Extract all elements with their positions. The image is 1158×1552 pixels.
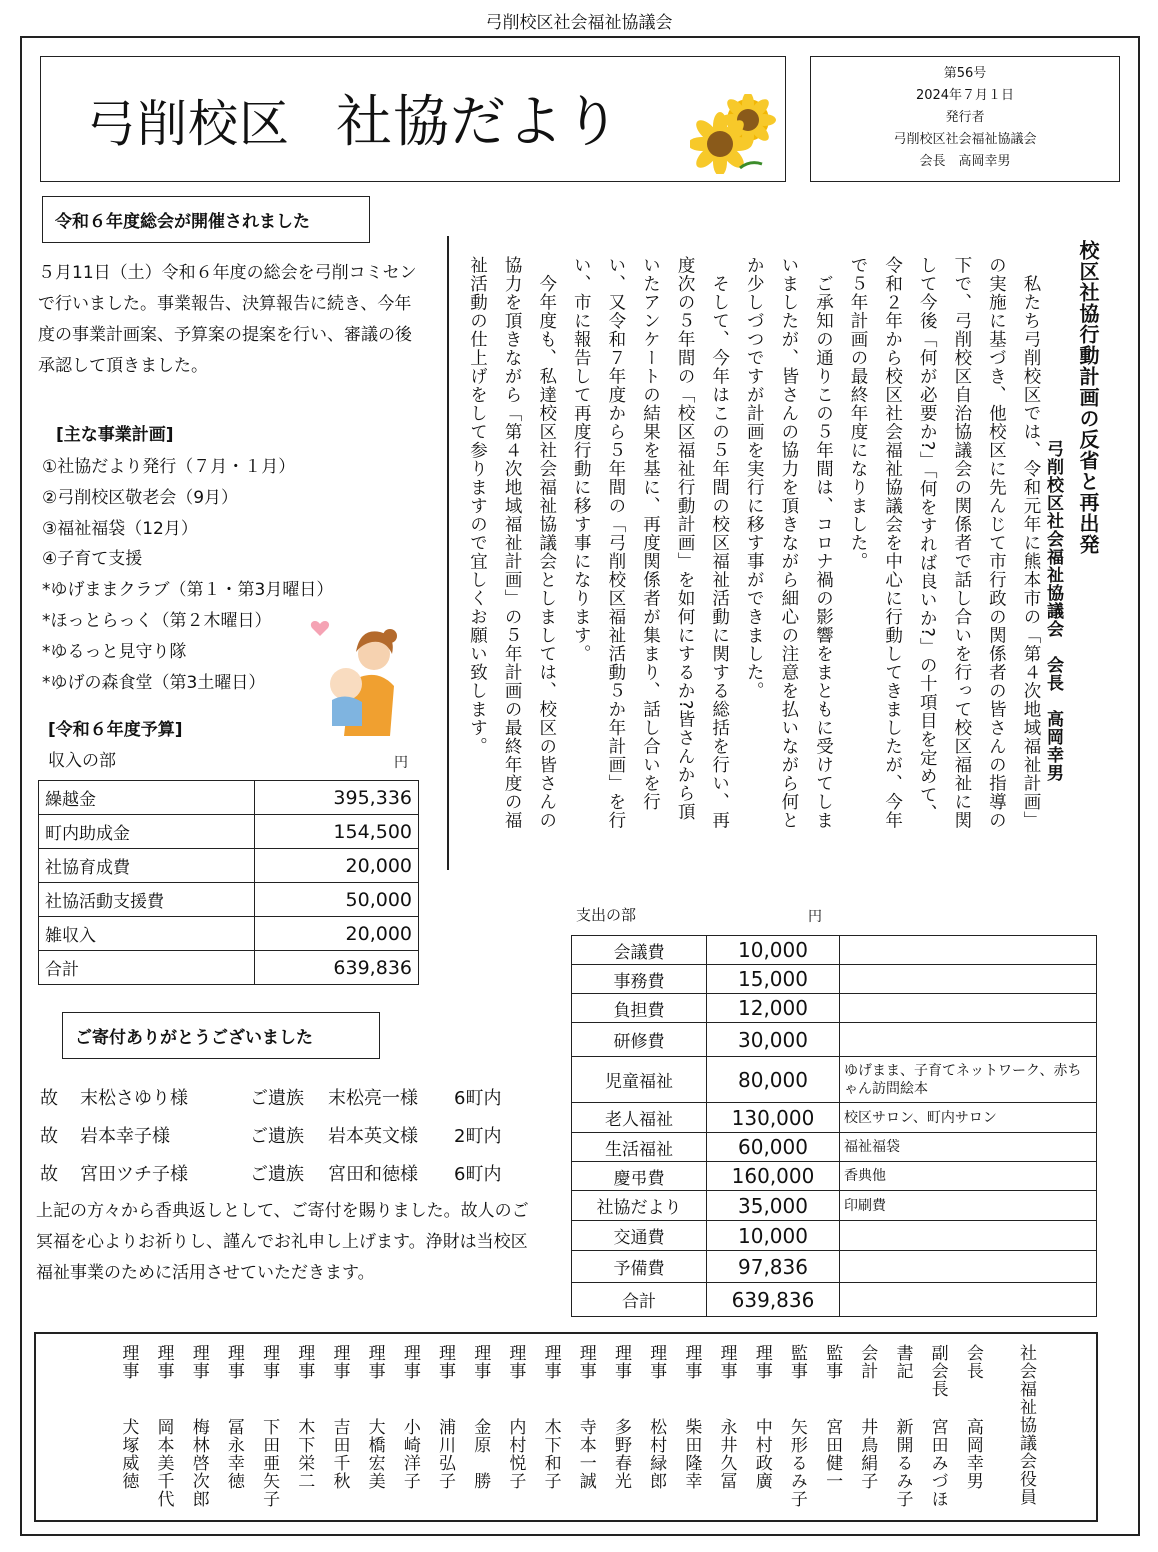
- publisher-label: 発行者: [945, 110, 985, 125]
- budget-heading: [令和６年度予算]: [48, 720, 183, 740]
- table-row: 児童福祉 80,000 ゆげまま、子育てネットワーク、赤ちゃん訪問絵本: [572, 1057, 1097, 1103]
- officer-name: 犬塚威徳: [118, 1418, 139, 1490]
- plan-item: *ゆるっと見守り隊: [42, 641, 187, 662]
- officer-entry: [533, 1344, 568, 1514]
- officer-name: 高岡幸男: [962, 1418, 983, 1490]
- table-row: 合計 639,836: [572, 1283, 1097, 1317]
- article-line: い、又令和７年度から５年間の「弓削校区福祉活動５か年計画」を行: [605, 256, 626, 830]
- officer-name: 内村悦子: [505, 1418, 526, 1490]
- table-row: 町内助成金 154,500: [39, 815, 419, 849]
- officer-entry: [884, 1344, 919, 1514]
- officer-entry: [497, 1344, 532, 1514]
- table-row: 繰越金 395,336: [39, 781, 419, 815]
- officer-role: 理事: [294, 1344, 315, 1380]
- table-row: 社協育成費 20,000: [39, 849, 419, 883]
- officer-list: [90, 1344, 990, 1514]
- officer-name: 矢形るみ子: [786, 1418, 807, 1508]
- income-label: 収入の部: [48, 751, 116, 771]
- article-line: 下で、弓削校区自治協議会の関係者で話し合いを行って校区福祉に関: [951, 256, 972, 830]
- expense-table: [571, 935, 1097, 1317]
- officer-role: 理事: [399, 1344, 420, 1380]
- officer-entry: [779, 1344, 814, 1514]
- officer-entry: [744, 1344, 779, 1514]
- plan-item: *ゆげの森食堂（第3土曜日）: [42, 672, 266, 693]
- officer-name: 永井久冨: [716, 1418, 737, 1490]
- income-unit: 円: [394, 755, 408, 771]
- officer-entry: [251, 1344, 286, 1514]
- article-line: い、市に報告して再度行動に移す事になります。: [571, 256, 592, 663]
- officer-role: 書記: [892, 1344, 913, 1380]
- officer-name: 浦川弘子: [435, 1418, 455, 1490]
- income-table: [38, 780, 419, 985]
- officer-entry: [673, 1344, 708, 1514]
- article-line: ご承知の通りこの５年間は、コロナ禍の影響をまともに受けてしま: [813, 256, 834, 830]
- officer-role: 監事: [786, 1344, 807, 1380]
- article-line: の実施に基づき、他校区に先んじて市行政の関係者の皆さんの指導の: [986, 256, 1007, 830]
- article-line: か少しづつですが計画を実行に移す事ができました。: [744, 256, 765, 700]
- table-row: 合計 639,836: [39, 951, 419, 985]
- officer-role: 理事: [681, 1344, 702, 1380]
- table-row: 予備費 97,836: [572, 1251, 1097, 1283]
- expense-label: 支出の部: [576, 906, 637, 924]
- officer-name: 柴田隆幸: [681, 1418, 702, 1490]
- article-line: いたアンケートの結果を基に、再度関係者が集まり、話し合いを行: [640, 256, 661, 811]
- officer-entry: [638, 1344, 673, 1514]
- officers-heading: 社会福祉協議会役員: [1016, 1344, 1036, 1506]
- officer-entry: [286, 1344, 321, 1514]
- org-header: 弓削校区社会福祉協議会: [485, 13, 673, 33]
- officer-role: 会長: [962, 1344, 983, 1380]
- officer-entry: [955, 1344, 990, 1514]
- officer-name: 新開るみ子: [892, 1418, 913, 1508]
- officer-name: 寺本一誠: [575, 1418, 596, 1490]
- officer-entry: [146, 1344, 181, 1514]
- officer-name: 宮田みづほ: [927, 1418, 948, 1508]
- plan-item: ②弓削校区敬老会（9月）: [42, 487, 239, 508]
- plan-item: *ほっとらっく（第２木曜日）: [42, 610, 272, 631]
- article-line: して今後「何が必要か?」「何をすれば良いか?」の十項目を定めて、: [917, 256, 938, 823]
- newsletter-title: 弓削校区 社協だより: [86, 90, 621, 155]
- officer-entry: [462, 1344, 497, 1514]
- officer-role: 理事: [540, 1344, 561, 1380]
- officer-role: 理事: [188, 1344, 209, 1380]
- issue-number: 第56号: [943, 66, 987, 81]
- article-line: 今年度も、私達校区社会福祉協議会としましては、校区の皆さんの: [536, 256, 557, 830]
- table-row: 負担費 12,000: [572, 994, 1097, 1023]
- officer-role: 理事: [610, 1344, 631, 1380]
- action-plan-body: [464, 256, 1048, 876]
- officer-role: 副会長: [927, 1344, 948, 1398]
- officer-role: 理事: [505, 1344, 526, 1380]
- officer-entry: [181, 1344, 216, 1514]
- general-meeting-heading: 令和６年度総会が開催されました: [42, 196, 370, 243]
- plan-item: ③福祉福袋（12月）: [42, 518, 198, 539]
- officer-role: 会計: [857, 1344, 878, 1380]
- donation-row: 故 末松さゆり様 ご遺族 末松亮一様 6町内: [40, 1088, 502, 1109]
- officer-name: 下田亜矢子: [259, 1418, 280, 1508]
- officer-entry: [216, 1344, 251, 1514]
- officer-name: 井鳥絹子: [857, 1418, 878, 1490]
- donation-list: [40, 1080, 501, 1194]
- officer-name: 木下和子: [540, 1418, 561, 1490]
- issue-date: 2024年７月１日: [915, 88, 1015, 103]
- table-row: 社協だより 35,000 印刷費: [572, 1191, 1097, 1221]
- officer-name: 松村緑郎: [646, 1418, 667, 1490]
- article-line: いましたが、皆さんの協力を頂きながら細心の注意を払いながら何と: [778, 256, 799, 830]
- officer-role: 理事: [751, 1344, 772, 1380]
- officer-role: 理事: [716, 1344, 737, 1380]
- officer-entry: [427, 1344, 462, 1514]
- officer-name: 中村政廣: [751, 1418, 772, 1490]
- officer-entry: [357, 1344, 392, 1514]
- officer-role: 理事: [118, 1344, 139, 1380]
- table-row: 交通費 10,000: [572, 1221, 1097, 1251]
- officer-role: 理事: [259, 1344, 280, 1380]
- table-row: 社協活動支援費 50,000: [39, 883, 419, 917]
- officer-entry: [110, 1344, 145, 1514]
- article-line: 令和２年から校区社会福祉協議会を中心に行動してきましたが、今年: [882, 256, 903, 830]
- officer-name: 小崎洋子: [399, 1418, 420, 1490]
- plan-item: ④子育て支援: [42, 549, 143, 570]
- table-row: 研修費 30,000: [572, 1023, 1097, 1057]
- plan-item: *ゆげままクラブ（第１・第3月曜日）: [42, 580, 334, 601]
- officer-name: 大橋宏美: [364, 1418, 385, 1490]
- article-line: 協力を頂きながら「第４次地域福祉計画」の５年計画の最終年度の福: [502, 256, 523, 830]
- officer-role: 理事: [646, 1344, 667, 1380]
- publisher-org: 弓削校区社会福祉協議会: [893, 132, 1037, 147]
- officer-name: 梅林啓次郎: [188, 1418, 209, 1508]
- publisher-head: 会長 高岡幸男: [919, 154, 1011, 169]
- table-row: 会議費 10,000: [572, 936, 1097, 965]
- officer-role: 監事: [822, 1344, 843, 1380]
- article-line: で５年計画の最終年度になりました。: [848, 256, 869, 571]
- mother-baby-illustration: [308, 612, 400, 740]
- article-line: 度次の５年間の「校区福祉行動計画」を如何にするか?皆さんから頂: [675, 256, 696, 822]
- officer-role: 理事: [470, 1344, 491, 1380]
- officer-entry: [321, 1344, 356, 1514]
- column-divider: [447, 236, 449, 870]
- officer-name: 木下栄二: [294, 1418, 315, 1490]
- officer-entry: [849, 1344, 884, 1514]
- officer-role: 理事: [223, 1344, 244, 1380]
- officer-entry: [814, 1344, 849, 1514]
- officer-name: 多野春光: [610, 1418, 631, 1490]
- officer-entry: [568, 1344, 603, 1514]
- officer-role: 理事: [575, 1344, 596, 1380]
- table-row: 生活福祉 60,000 福祉福袋: [572, 1133, 1097, 1162]
- table-row: 雑収入 20,000: [39, 917, 419, 951]
- action-plan-title: 校区社協行動計画の反省と再出発: [1076, 240, 1100, 555]
- officer-entry: [392, 1344, 427, 1514]
- donation-message: 上記の方々から香典返しとして、ご寄付を賜りました。故人のご冥福を心よりお祈りし、謹んでお礼申し上げます。浄財は当校区福祉事業のために活用させていただきます。: [36, 1201, 529, 1283]
- donation-row: 故 岩本幸子様 ご遺族 岩本英文様 2町内: [40, 1126, 502, 1147]
- general-meeting-body: ５月11日（土）令和６年度の総会を弓削コミセンで行いました。事業報告、決算報告に続き、今年度の事業計画案、予算案の提案を行い、審議の後承認して頂きました。: [38, 263, 417, 376]
- article-line: 私たち弓削校区では、令和元年に熊本市の「第４次地域福祉計画」: [1021, 256, 1041, 830]
- table-row: 慶弔費 160,000 香典他: [572, 1162, 1097, 1191]
- officer-role: 理事: [153, 1344, 174, 1380]
- officer-name: 宮田健一: [822, 1418, 843, 1490]
- officer-role: 理事: [364, 1344, 385, 1380]
- plan-heading: [主な事業計画]: [56, 425, 174, 445]
- officer-name: 吉田千秋: [329, 1418, 350, 1490]
- officer-entry: [709, 1344, 744, 1514]
- officer-entry: [920, 1344, 955, 1514]
- sunflower-icon: [690, 94, 782, 174]
- article-line: そして、今年はこの５年間の校区福祉活動に関する総括を行い、再: [709, 256, 730, 830]
- officer-role: 理事: [329, 1344, 350, 1380]
- officer-role: 理事: [435, 1344, 455, 1380]
- expense-unit: 円: [808, 909, 822, 925]
- action-plan-author: 弓削校区社会福祉協議会 会長 高岡幸男: [1043, 440, 1063, 782]
- officer-entry: [603, 1344, 638, 1514]
- plan-item: ①社協だより発行（７月・１月）: [42, 457, 296, 477]
- donations-heading: ご寄付ありがとうございました: [62, 1012, 380, 1059]
- issue-info: [810, 56, 1120, 182]
- article-line: 祉活動の仕上げをして参りますので宜しくお願い致します。: [467, 256, 488, 756]
- officer-name: 冨永幸徳: [223, 1418, 244, 1490]
- table-row: 事務費 15,000: [572, 965, 1097, 994]
- officer-name: 岡本美千代: [153, 1418, 174, 1508]
- donation-row: 故 宮田ツチ子様 ご遺族 宮田和徳様 6町内: [40, 1164, 502, 1185]
- table-row: 老人福祉 130,000 校区サロン、町内サロン: [572, 1103, 1097, 1133]
- officer-name: 金原 勝: [470, 1418, 491, 1490]
